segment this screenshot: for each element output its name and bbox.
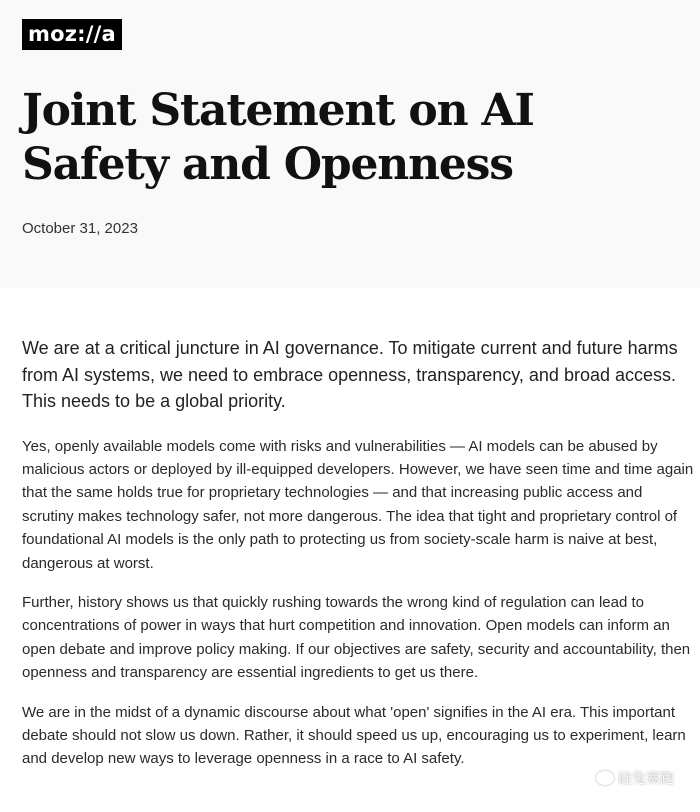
watermark: [596, 768, 674, 788]
body-paragraph-3: We are in the midst of a dynamic discourse about what 'open' signifies in the AI era. This important debate should not slow us down. Rather, it should speed us up, encouraging us to experiment, learn and develop new ways to leverage openness in a race to AI safety.: [22, 703, 686, 768]
watermark-text: 硅兔赛跑: [618, 770, 674, 786]
body-paragraph-1: Yes, openly available models come with risks and vulnerabilities — AI models can be abused by malicious actors or deployed by ill-equipped developers. However, we have seen time and time again that the same holds true for proprietary technologies — and that increasing public access and scrutiny makes technology safer, not more dangerous. The idea that tight and proprietary control of foundational AI models is the only path to protecting us from society-scale harm is naive at best, dangerous at worst.: [22, 437, 694, 572]
body-paragraph-2: Further, history shows us that quickly rushing towards the wrong kind of regulation can lead to concentrations of power in ways that hurt competition and innovation. Open models can inform an open debate and improve policy making. If our objectives are safety, security and accountability, then openness and transparency are essential ingredients to get us there.: [22, 593, 691, 682]
publish-date: October 31, 2023: [22, 220, 138, 237]
page-title: Joint Statement on AI Safety and Openness: [22, 85, 534, 190]
mozilla-logo[interactable]: moz://a: [22, 19, 122, 50]
article-body: [22, 335, 694, 787]
page-header: [0, 0, 700, 288]
lead-paragraph: We are at a critical juncture in AI governance. To mitigate current and future harms from AI systems, we need to embrace openness, transparency, and broad access. This needs to be a global priority.: [22, 338, 678, 411]
wechat-icon: [596, 771, 614, 785]
